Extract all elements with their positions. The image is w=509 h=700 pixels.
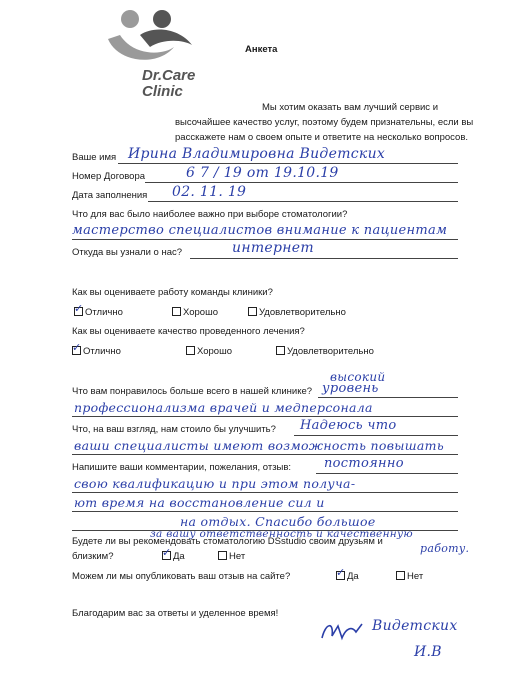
date-underline [148,201,458,202]
treatment-good-checkbox[interactable] [186,346,195,355]
q-recommend-label-2: близким? [72,551,114,562]
signature [318,614,488,674]
q-comments-underline-1 [316,473,458,474]
contract-underline [145,182,458,183]
q-comments-answer-6[interactable]: работу. [420,542,470,555]
date-value[interactable]: 02. 11. 19 [172,184,247,200]
intro-line-2: высочайшее качество услуг, поэтому будем признательны, если вы [175,117,474,128]
q-liked-underline-1 [318,397,458,398]
q-source-answer[interactable]: интернет [232,240,314,256]
publish-no-checkbox[interactable] [396,571,405,580]
thanks-text: Благодарим вас за ответы и уделенное время! [72,608,279,619]
q-publish-label: Можем ли мы опубликовать ваш отзыв на сайте? [72,571,291,582]
signature-initials: И.В [414,644,442,660]
publish-option-no[interactable]: Нет [396,571,423,582]
q-improve-label: Что, на ваш взгляд, нам стоило бы улучшить? [72,424,276,435]
team-good-checkbox[interactable] [172,307,181,316]
team-option-good[interactable]: Хорошо [172,307,218,318]
form-title: Анкета [245,44,278,55]
treatment-excellent-checkbox[interactable] [72,341,82,355]
q-improve-answer-1[interactable]: Надеюсь что [300,418,397,433]
team-option-excellent[interactable]: ✓ Отлично [74,302,123,318]
q-treatment-label: Как вы оцениваете качество проведенного лечения? [72,326,305,337]
logo-text-line1: Dr.Care [142,67,196,84]
q-comments-underline-3 [72,511,458,512]
name-underline [118,163,458,164]
q-source-label: Откуда вы узнали о нас? [72,247,183,258]
q-important-answer[interactable]: мастерство специалистов внимание к пациентам [72,223,448,238]
date-label: Дата заполнения [72,190,148,201]
q-comments-answer-5[interactable]: за вашу ответственность и качественную [150,528,413,540]
recommend-no-checkbox[interactable] [218,551,227,560]
q-source-underline [190,258,458,259]
recommend-option-yes[interactable]: ✓ Да [162,546,185,562]
q-liked-answer-above[interactable]: высокий [330,370,386,384]
intro-line-1: Мы хотим оказать вам лучший сервис и [262,102,439,113]
q-comments-answer-1[interactable]: постоянно [324,456,404,471]
q-comments-answer-4[interactable]: на отдых. Спасибо большое [180,514,376,529]
contract-label: Номер Договора [72,171,146,182]
treatment-option-satisfactory[interactable]: Удовлетворительно [276,346,374,357]
check-mark-icon: ✓ [162,546,172,559]
signature-scribble [318,618,368,644]
recommend-yes-checkbox[interactable] [162,546,172,560]
q-liked-answer-2[interactable]: профессионализма врачей и медперсонала [74,400,373,415]
team-option-satisfactory[interactable]: Удовлетворительно [248,307,346,318]
q-comments-label: Напишите ваши комментарии, пожелания, отзыв: [72,462,292,473]
q-liked-label: Что вам понравилось больше всего в нашей клинике? [72,386,313,397]
publish-yes-checkbox[interactable] [336,566,346,580]
intro-line-3: расскажете нам о своем опыте и ответите на несколько вопросов. [175,132,469,143]
signature-name: Видетских [372,618,458,634]
team-satisfactory-checkbox[interactable] [248,307,257,316]
q-important-label: Что для вас было наиболее важно при выборе стоматологии? [72,209,348,220]
q-comments-answer-3[interactable]: ют время на восстановление сил и [74,495,325,510]
logo-mark [100,5,210,67]
q-liked-answer-1[interactable]: уровень [322,381,379,396]
clinic-logo [100,5,210,105]
treatment-option-excellent[interactable]: ✓ Отлично [72,341,121,357]
check-mark-icon: ✓ [74,302,84,315]
treatment-option-good[interactable]: Хорошо [186,346,232,357]
q-comments-underline-2 [72,492,458,493]
q-improve-underline-1 [294,435,458,436]
q-comments-answer-2[interactable]: свою квалификацию и при этом получа- [74,476,356,491]
treatment-satisfactory-checkbox[interactable] [276,346,285,355]
q-improve-answer-2[interactable]: ваши специалисты имеют возможность повышать [74,438,444,453]
q-improve-underline-2 [72,454,458,455]
logo-text-line2: Clinic [142,83,183,100]
contract-value[interactable]: 6 7 / 19 от 19.10.19 [186,165,339,181]
team-excellent-checkbox[interactable] [74,302,84,316]
name-label: Ваше имя [72,152,117,163]
check-mark-icon: ✓ [336,566,346,579]
q-team-label: Как вы оцениваете работу команды клиники? [72,287,273,298]
q-liked-underline-2 [72,416,458,417]
check-mark-icon: ✓ [72,341,82,354]
q-recommend-label-1: Будете ли вы рекомендовать стоматологию DSstudio своим друзьям и [72,536,383,547]
publish-option-yes[interactable]: ✓ Да [336,566,359,582]
recommend-option-no[interactable]: Нет [218,551,245,562]
name-value[interactable]: Ирина Владимировна Видетских [128,146,386,162]
